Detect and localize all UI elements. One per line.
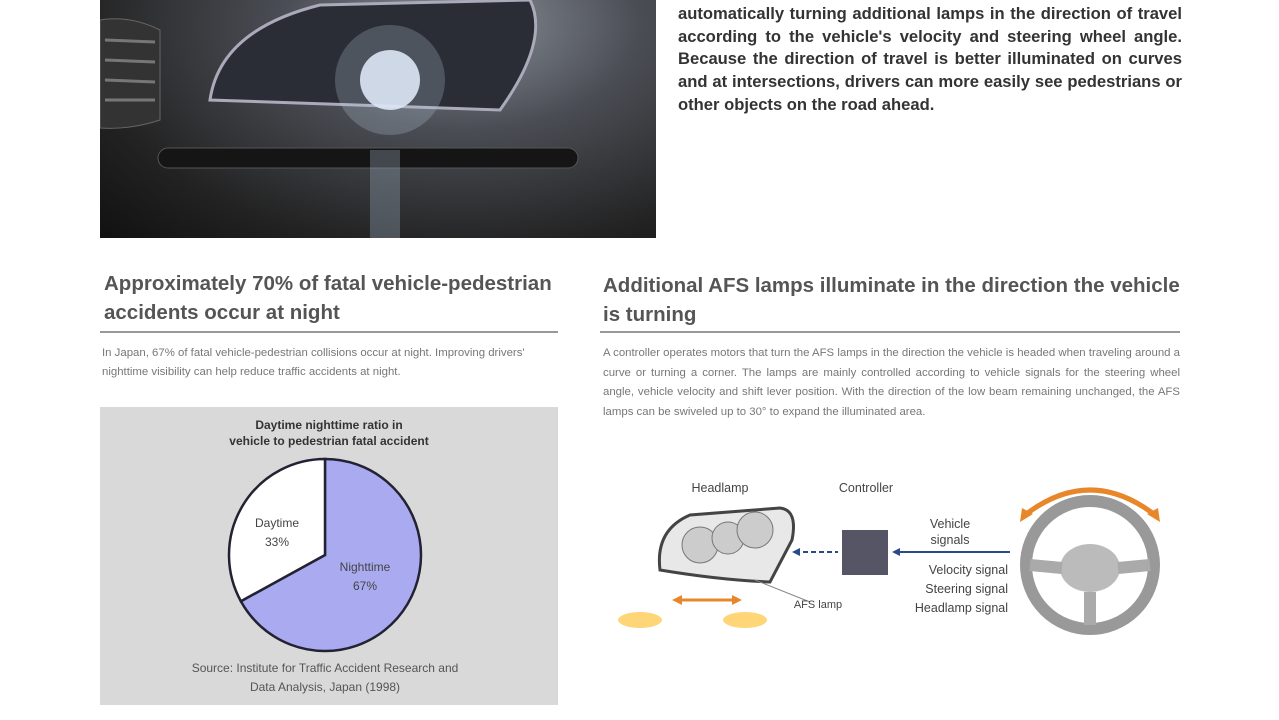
right-heading: Additional AFS lamps illuminate in the direction the vehicle is turning xyxy=(603,274,1180,326)
controller-label: Controller xyxy=(838,481,894,495)
left-heading: Approximately 70% of fatal vehicle-pedestrian accidents occur at night xyxy=(104,272,552,324)
right-paragraph: A controller operates motors that turn the AFS lamps in the direction the vehicle is headed when traveling around a curve or turning a corner. The lamps are mainly controlled according to vehicle signals for the steering wheel angle, vehicle velocity and shift lever position. With the direction of the low beam remaining unchanged, the AFS lamps can be swiveled up to 30° to expand the illuminated area. xyxy=(603,347,1180,419)
right-beam-glow xyxy=(723,612,767,628)
afs-lamp-label: AFS lamp xyxy=(793,599,843,611)
headlamp-photo xyxy=(100,0,656,238)
vehicle-signals-label-2: signals xyxy=(930,533,970,547)
arrow-to-headlamp-icon xyxy=(792,548,838,556)
chart-title-1: Daytime nighttime ratio in xyxy=(255,418,403,432)
headlamp-label: Headlamp xyxy=(691,481,749,495)
headlamp-shape xyxy=(659,508,793,582)
nighttime-label: Nighttime xyxy=(339,560,391,574)
swivel-arrow-icon xyxy=(672,595,742,605)
source-line-1: Source: Institute for Traffic Accident Research and xyxy=(191,661,459,675)
steering-wheel-icon xyxy=(1026,501,1154,629)
pie-chart-panel xyxy=(100,407,558,705)
car-headlamp-illustration xyxy=(100,0,656,238)
source-line-2: Data Analysis, Japan (1998) xyxy=(249,680,401,694)
left-divider xyxy=(100,331,558,333)
nighttime-value: 67% xyxy=(352,579,378,593)
velocity-signal: Velocity signal xyxy=(928,563,1008,577)
headlamp-signal: Headlamp signal xyxy=(914,601,1008,615)
left-paragraph: In Japan, 67% of fatal vehicle-pedestrian collisions occur at night. Improving drivers' nighttime visibility can help reduce traffic accidents at night. xyxy=(102,347,525,378)
right-divider xyxy=(600,331,1180,333)
chart-title-2: vehicle to pedestrian fatal accident xyxy=(229,434,429,448)
daytime-label: Daytime xyxy=(254,516,299,530)
left-beam-glow xyxy=(618,612,662,628)
daytime-value: 33% xyxy=(264,535,290,549)
intro-text: automatically turning additional lamps in the direction of travel according to the vehicle's velocity and steering wheel angle. Because the direction of travel is better illuminated on curves and at intersections, drivers can more easily see pedestrians or other objects on the road ahead. xyxy=(678,4,1182,114)
steering-signal: Steering signal xyxy=(925,582,1008,596)
vehicle-signals-label-1: Vehicle xyxy=(929,517,971,531)
